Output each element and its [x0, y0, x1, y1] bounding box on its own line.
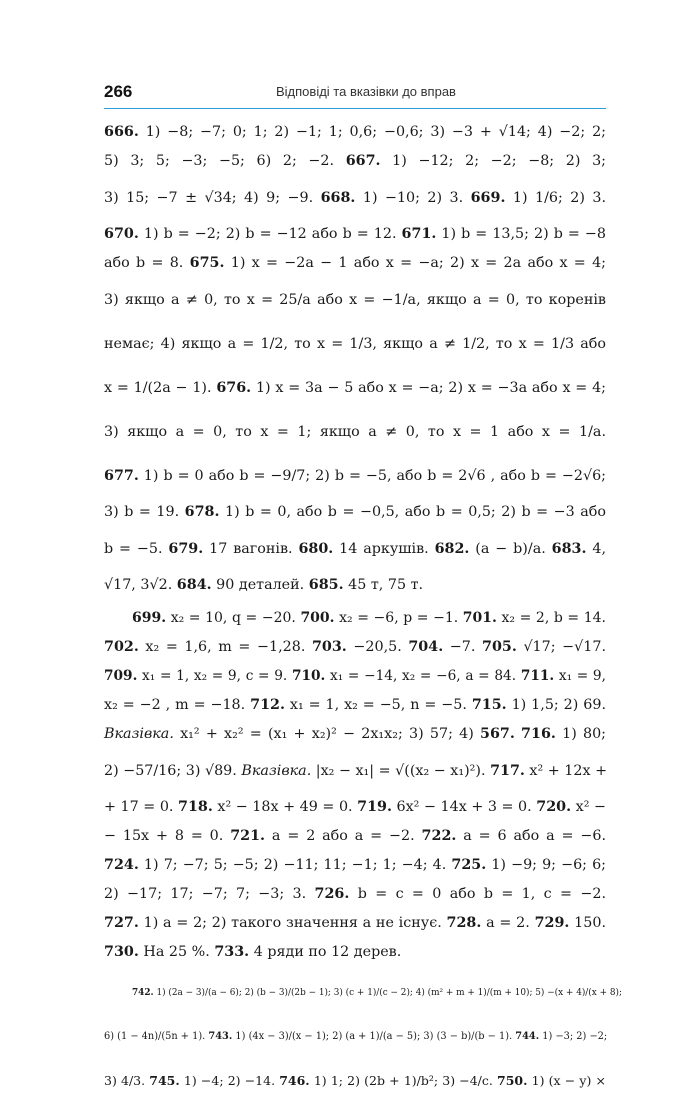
text-line: 2) −57/16; 3) √89. Вказівка. |x₂ − x₁| = √((x₂ − x₁)²). 717. x² + 12x + [104, 763, 608, 779]
text-line: 670. 1) b = −2; 2) b = −12 або b = 12. 671. 1) b = 13,5; 2) b = −8 [104, 226, 606, 242]
text-line: немає; 4) якщо a = 1/2, то x = 1/3, якщо a ≠ 1/2, то x = 1/3 або [104, 336, 606, 352]
text-line: 666. 1) −8; −7; 0; 1; 2) −1; 1; 0,6; −0,6; 3) −3 + √14; 4) −2; 2; [104, 124, 606, 140]
text-line: 730. На 25 %. 733. 4 ряди по 12 дерев. [104, 944, 402, 960]
text-line: 727. 1) a = 2; 2) такого значення a не існує. 728. a = 2. 729. 150. [104, 915, 606, 931]
text-line: 3) b = 19. 678. 1) b = 0, або b = −0,5, або b = 0,5; 2) b = −3 або [104, 504, 606, 520]
answers-text [104, 118, 622, 1103]
text-line: − 15x + 8 = 0. 721. a = 2 або a = −2. 722. a = 6 або a = −6. [104, 828, 606, 844]
text-line: b = −5. 679. 17 вагонів. 680. 14 аркушів. 682. (a − b)/a. 683. 4, [104, 541, 607, 557]
page-header [104, 80, 606, 109]
text-line: 709. x₁ = 1, x₂ = 9, c = 9. 710. x₁ = −14, x₂ = −6, a = 84. 711. x₁ = 9, [104, 668, 606, 684]
text-line: x₂ = −2 , m = −18. 712. x₁ = 1, x₂ = −5, n = −5. 715. 1) 1,5; 2) 69. [104, 697, 606, 713]
text-line: √17, 3√2. 684. 90 деталей. 685. 45 т, 75 т. [104, 577, 424, 593]
text-line: або b = 8. 675. 1) x = −2a − 1 або x = −a; 2) x = 2a або x = 4; [104, 255, 606, 271]
text-line: 702. x₂ = 1,6, m = −1,28. 703. −20,5. 704. −7. 705. √17; −√17. [104, 639, 606, 655]
text-line: Вказівка. x₁² + x₂² = (x₁ + x₂)² − 2x₁x₂; 3) 57; 4) 567. 716. 1) 80; [104, 726, 606, 742]
text-line: 3) якщо a ≠ 0, то x = 25/a або x = −1/a, якщо a = 0, то коренів [104, 292, 606, 308]
text-line: 3) 15; −7 ± √34; 4) 9; −9. 668. 1) −10; 2) 3. 669. 1) 1/6; 2) 3. [104, 190, 607, 206]
text-line: 699. x₂ = 10, q = −20. 700. x₂ = −6, p = −1. 701. x₂ = 2, b = 14. [132, 610, 606, 626]
text-line: 742. 1) (2a − 3)/(a − 6); 2) (b − 3)/(2b − 1); 3) (c + 1)/(c − 2); 4) (m² + m + 1)/(m + 10); 5) −(x + 4)/(x + 8); [132, 988, 622, 998]
running-title: Відповіді та вказівки до вправ [276, 84, 456, 99]
text-line: x = 1/(2a − 1). 676. 1) x = 3a − 5 або x = −a; 2) x = −3a або x = 4; [104, 380, 606, 396]
text-line: 677. 1) b = 0 або b = −9/7; 2) b = −5, або b = 2√6 , або b = −2√6; [104, 468, 606, 484]
text-line: 2) −17; 17; −7; 7; −3; 3. 726. b = c = 0 або b = 1, c = −2. [104, 886, 606, 902]
text-line: + 17 = 0. 718. x² − 18x + 49 = 0. 719. 6x² − 14x + 3 = 0. 720. x² − [104, 799, 606, 815]
text-line: 5) 3; 5; −3; −5; 6) 2; −2. 667. 1) −12; 2; −2; −8; 2) 3; [104, 153, 606, 169]
text-line: 6) (1 − 4n)/(5n + 1). 743. 1) (4x − 3)/(x − 1); 2) (a + 1)/(a − 5); 3) (3 − b)/(b − 1). 744. 1) −3; 2) −2; [104, 1031, 608, 1042]
text-line: 3) 4/3. 745. 1) −4; 2) −14. 746. 1) 1; 2) (2b + 1)/b²; 3) −4/c. 750. 1) (x − y) × [104, 1073, 606, 1088]
page-number: 266 [104, 82, 133, 101]
text-line: 3) якщо a = 0, то x = 1; якщо a ≠ 0, то x = 1 або x = 1/a. [104, 424, 606, 440]
text-line: 724. 1) 7; −7; 5; −5; 2) −11; 11; −1; 1; −4; 4. 725. 1) −9; 9; −6; 6; [104, 857, 606, 873]
